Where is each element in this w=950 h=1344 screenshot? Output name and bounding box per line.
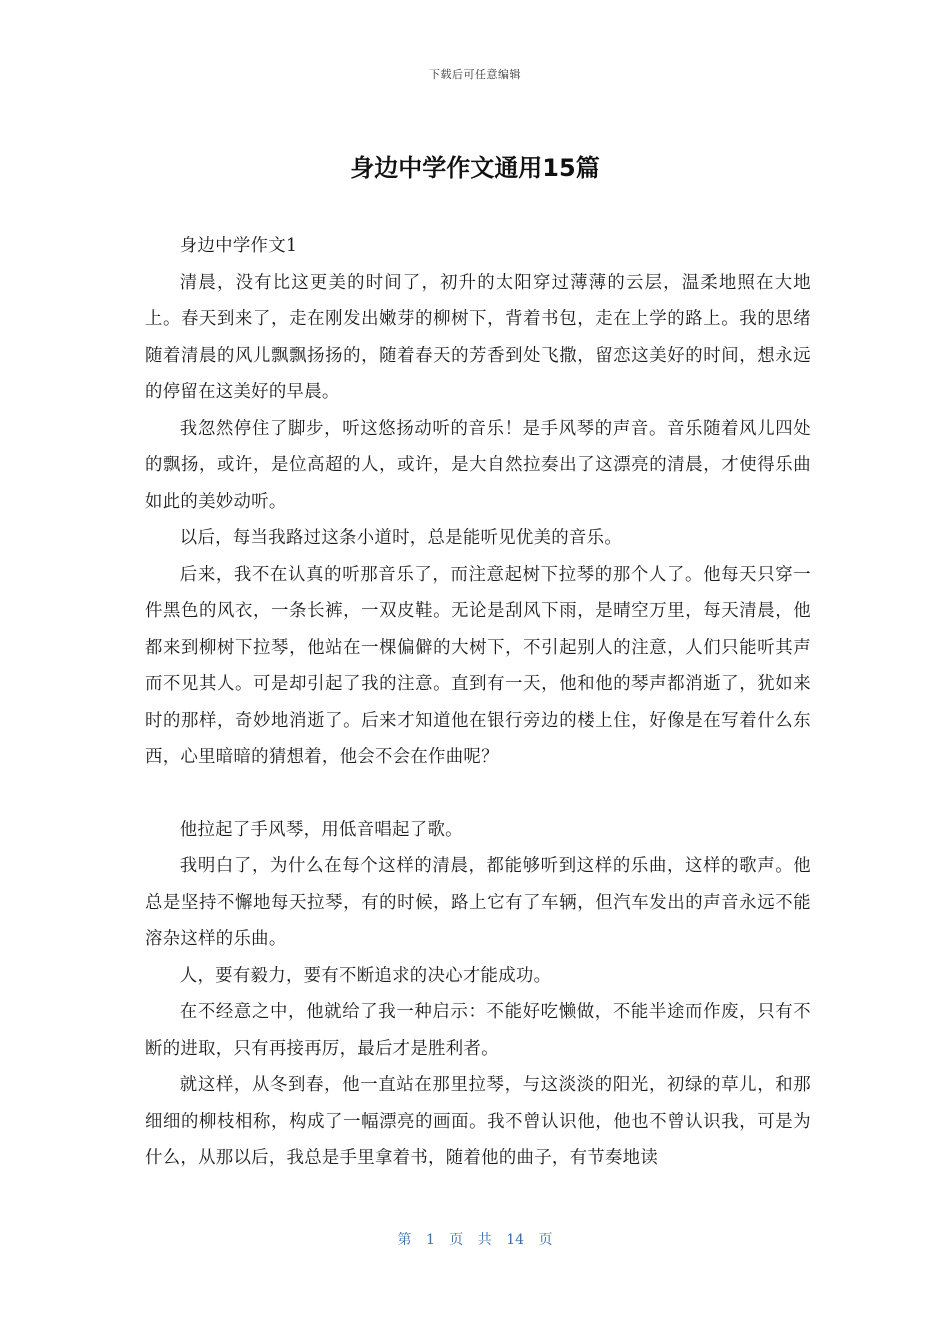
paragraph: 就这样，从冬到春，他一直站在那里拉琴，与这淡淡的阳光，初绿的草儿，和那细细的柳枝相称，构成了一幅漂亮的画面。我不曾认识他，他也不曾认识我，可是为什么，从那以后，我总是手里拿着书，随着他的曲子，有节奏地读 <box>145 1075 811 1168</box>
paragraph: 在不经意之中，他就给了我一种启示：不能好吃懒做，不能半途而作废，只有不断的进取，只有再接再厉，最后才是胜利者。 <box>145 1002 811 1059</box>
paragraph: 以后，每当我路过这条小道时，总是能听见优美的音乐。 <box>179 528 623 548</box>
header-note: 下载后可任意编辑 <box>429 68 521 81</box>
paragraph: 他拉起了手风琴，用低音唱起了歌。 <box>179 819 463 840</box>
document-body <box>145 228 811 1177</box>
paragraph: 我忽然停住了脚步，听这悠扬动听的音乐！是手风琴的声音。音乐随着风儿四处的飘扬，或许，是位高超的人，或许，是大自然拉奏出了这漂亮的清晨，才使得乐曲如此的美妙动听。 <box>145 418 811 512</box>
paragraph: 我明白了，为什么在每个这样的清晨，都能够听到这样的乐曲，这样的歌声。他总是坚持不懈地每天拉琴，有的时候，路上它有了车辆，但汽车发出的声音永远不能溶杂这样的乐曲。 <box>145 856 811 949</box>
paragraph: 人，要有毅力，要有不断追求的决心才能成功。 <box>179 965 552 986</box>
section-heading: 身边中学作文1 <box>179 236 298 256</box>
document-title: 身边中学作文通用15篇 <box>350 154 600 182</box>
paragraph: 后来，我不在认真的听那音乐了，而注意起树下拉琴的那个人了。他每天只穿一件黑色的风衣，一条长裤，一双皮鞋。无论是刮风下雨，是晴空万里，每天清晨，他都来到柳树下拉琴，他站在一棵偏僻的大树下，不引起别人的注意，人们只能听其声而不见其人。可是却引起了我的注意。直到有一天，他和他的琴声都消逝了，犹如来时的那样，奇妙地消逝了。后来才知道他在银行旁边的楼上住，好像是在写着什么东西，心里暗暗的猜想着，他会不会在作曲呢？ <box>145 564 811 767</box>
paragraph: 清晨，没有比这更美的时间了，初升的太阳穿过薄薄的云层，温柔地照在大地上。春天到来了，走在刚发出嫩芽的柳树下，背着书包，走在上学的路上。我的思绪随着清晨的风儿飘飘扬扬的，随着春天的芳香到处飞撒，留恋这美好的时间，想永远的停留在这美好的早晨。 <box>145 272 811 402</box>
page-number: 第 1 页 共 14 页 <box>397 1232 553 1248</box>
